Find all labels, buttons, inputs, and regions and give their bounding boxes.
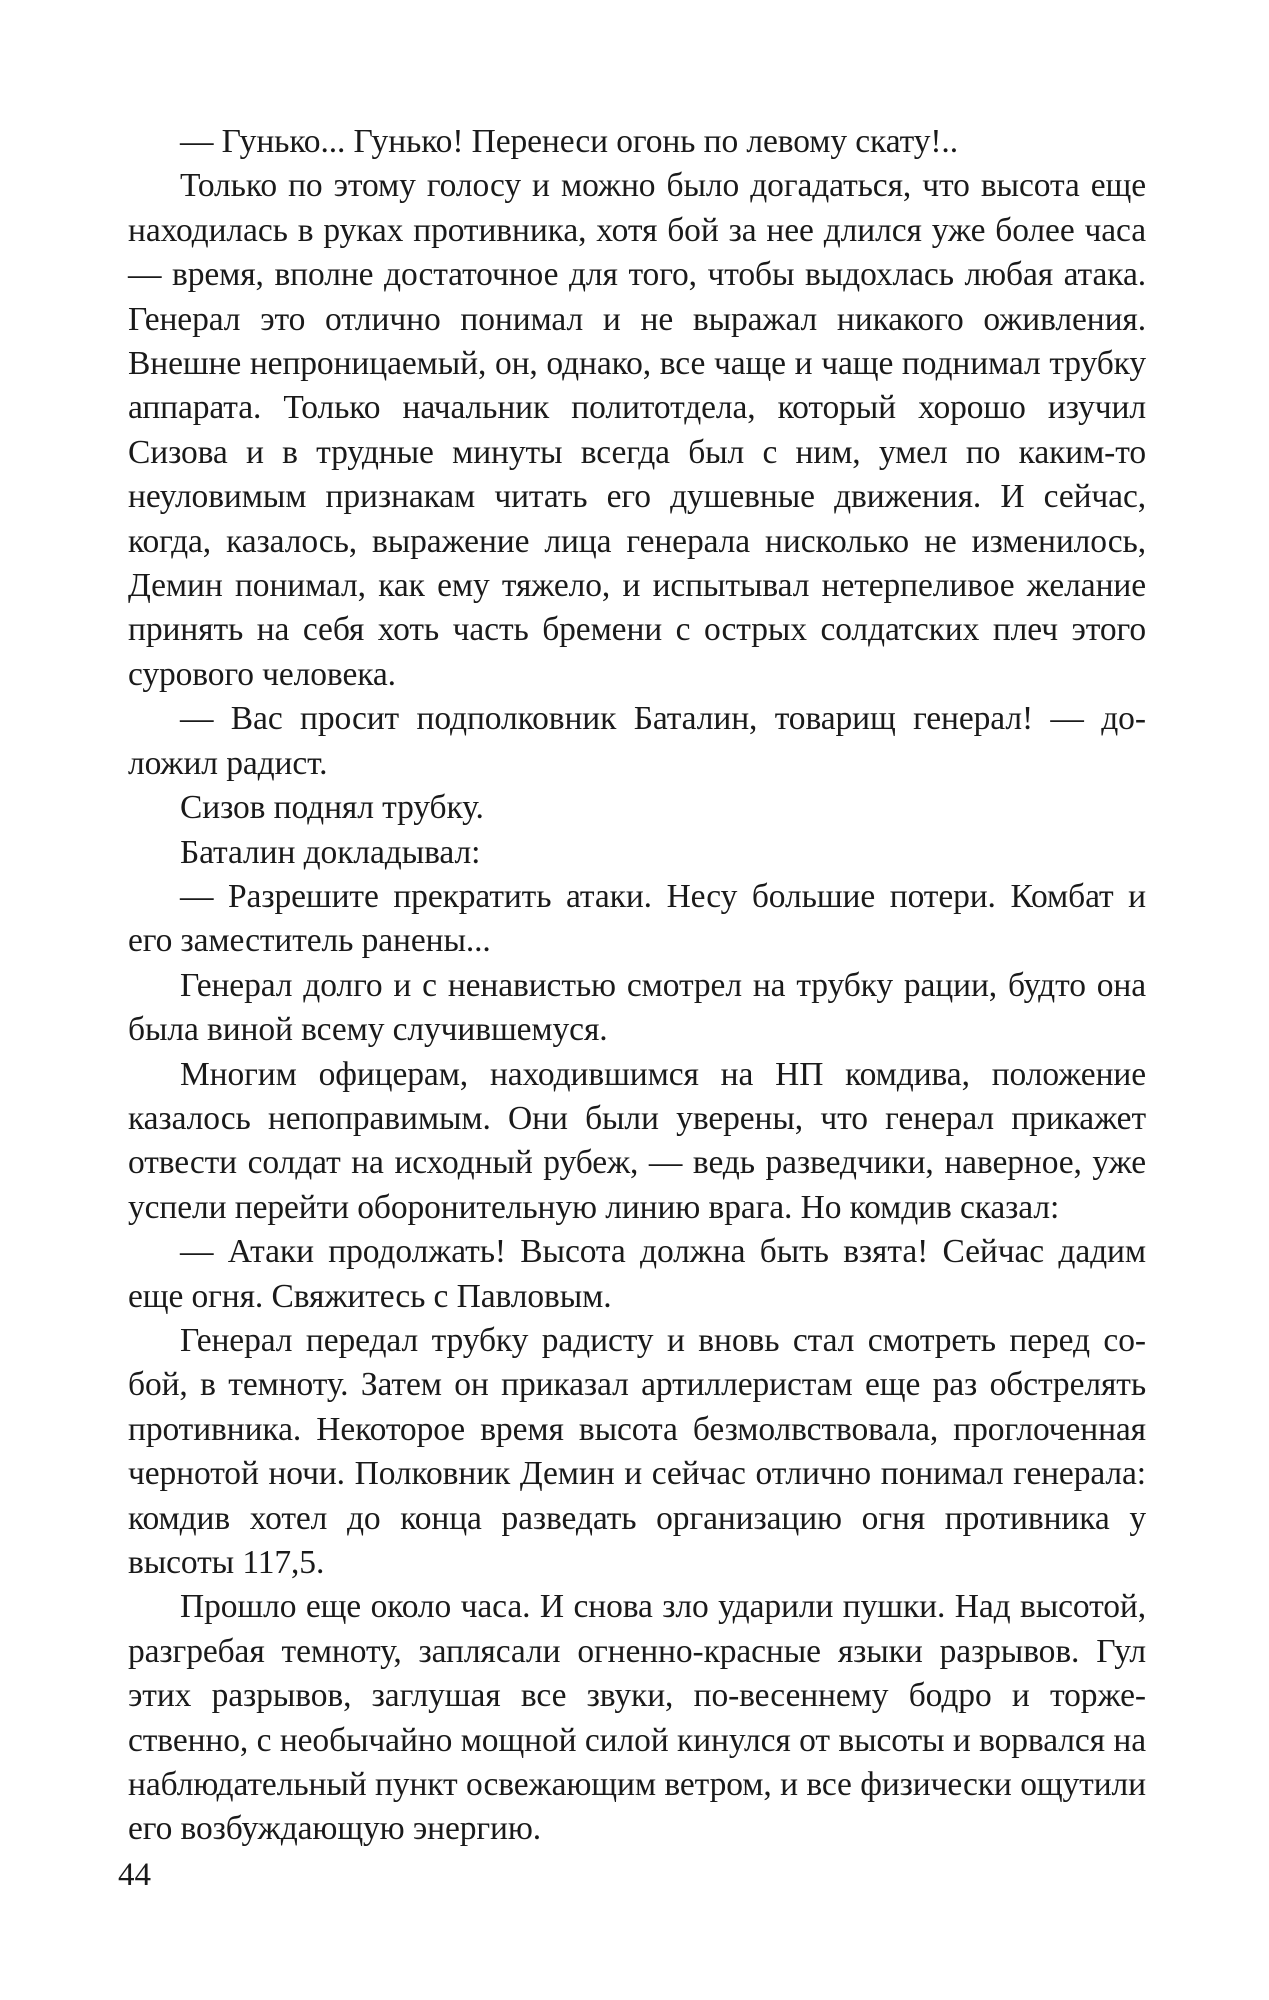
paragraph-5: Баталин докладывал: — [180, 833, 481, 871]
paragraph-2: Только по этому голосу и можно было догадаться, что высота еще находилась в руках противника, хотя бой за нее длился уже более часа — время, вполне достаточное для того, чтобы выдохлась любая атака. Генерал это отлично понимал и не выражал никакого оживления. Внешне непроницаемый, он, однако, все чаще и чаще поднимал трубку аппарата. Только начальник политотдела, который хорошо изучил Сизова и в трудные минуты всегда был с ним, умел по каким-то неуловимым признакам читать его душевные движения. И сейчас, когда, казалось, выражение лица генерала нисколько не изменилось, Демин понимал, как ему тяжело, и испытывал нетерпеливое желание принять на себя хоть часть бремени с острых солдатских плеч этого сурового человека. — [128, 167, 1146, 693]
page-number: 44 — [118, 1857, 151, 1893]
paragraph-8: Многим офицерам, находившимся на НП комдива, положение казалось непоправимым. Они были уверены, что генерал прикажет отвести солдат на исходный рубеж, — ведь разведчики, наверное, уже успели перейти оборонительную линию врага. Но комдив сказал: — [128, 1055, 1146, 1226]
book-page — [128, 120, 1146, 1852]
paragraph-6: — Разрешите прекратить атаки. Несу большие потери. Комбат и его заместитель ранены... — [128, 877, 1146, 960]
page-body-text — [128, 120, 1146, 1852]
paragraph-1: — Гунько... Гунько! Перенеси огонь по левому скату!.. — [180, 123, 958, 160]
paragraph-4: Сизов поднял трубку. — [180, 789, 484, 827]
paragraph-10: Генерал передал трубку радисту и вновь стал смотреть перед собой, в темноту. Затем он приказал артиллеристам еще раз обстрелять противника. Некоторое время высота безмолвствовала, проглоченная чернотой ночи. Полковник Демин и сейчас отлично понимал генерала: комдив хотел до конца разведать организацию огня противника у высоты 117,5. — [128, 1321, 1146, 1581]
paragraph-3: — Вас просит подполковник Баталин, товарищ генерал! — доложил радист. — [128, 700, 1146, 782]
paragraph-9: — Атаки продолжать! Высота должна быть взята! Сейчас дадим еще огня. Свяжитесь с Павловым. — [128, 1233, 1146, 1315]
paragraph-11: Прошло еще около часа. И снова зло ударили пушки. Над высотой, разгребая темноту, заплясали огненно-красные языки разрывов. Гул этих разрывов, заглушая все звуки, по-весеннему бодро и торжественно, с необычайно мощной силой кинулся от высоты и ворвался на наблюдательный пункт освежающим ветром, и все физически ощутили его возбуждающую энергию. — [128, 1588, 1146, 1848]
paragraph-7: Генерал долго и с ненавистью смотрел на трубку рации, будто она была виной всему случившемуся. — [128, 966, 1146, 1049]
